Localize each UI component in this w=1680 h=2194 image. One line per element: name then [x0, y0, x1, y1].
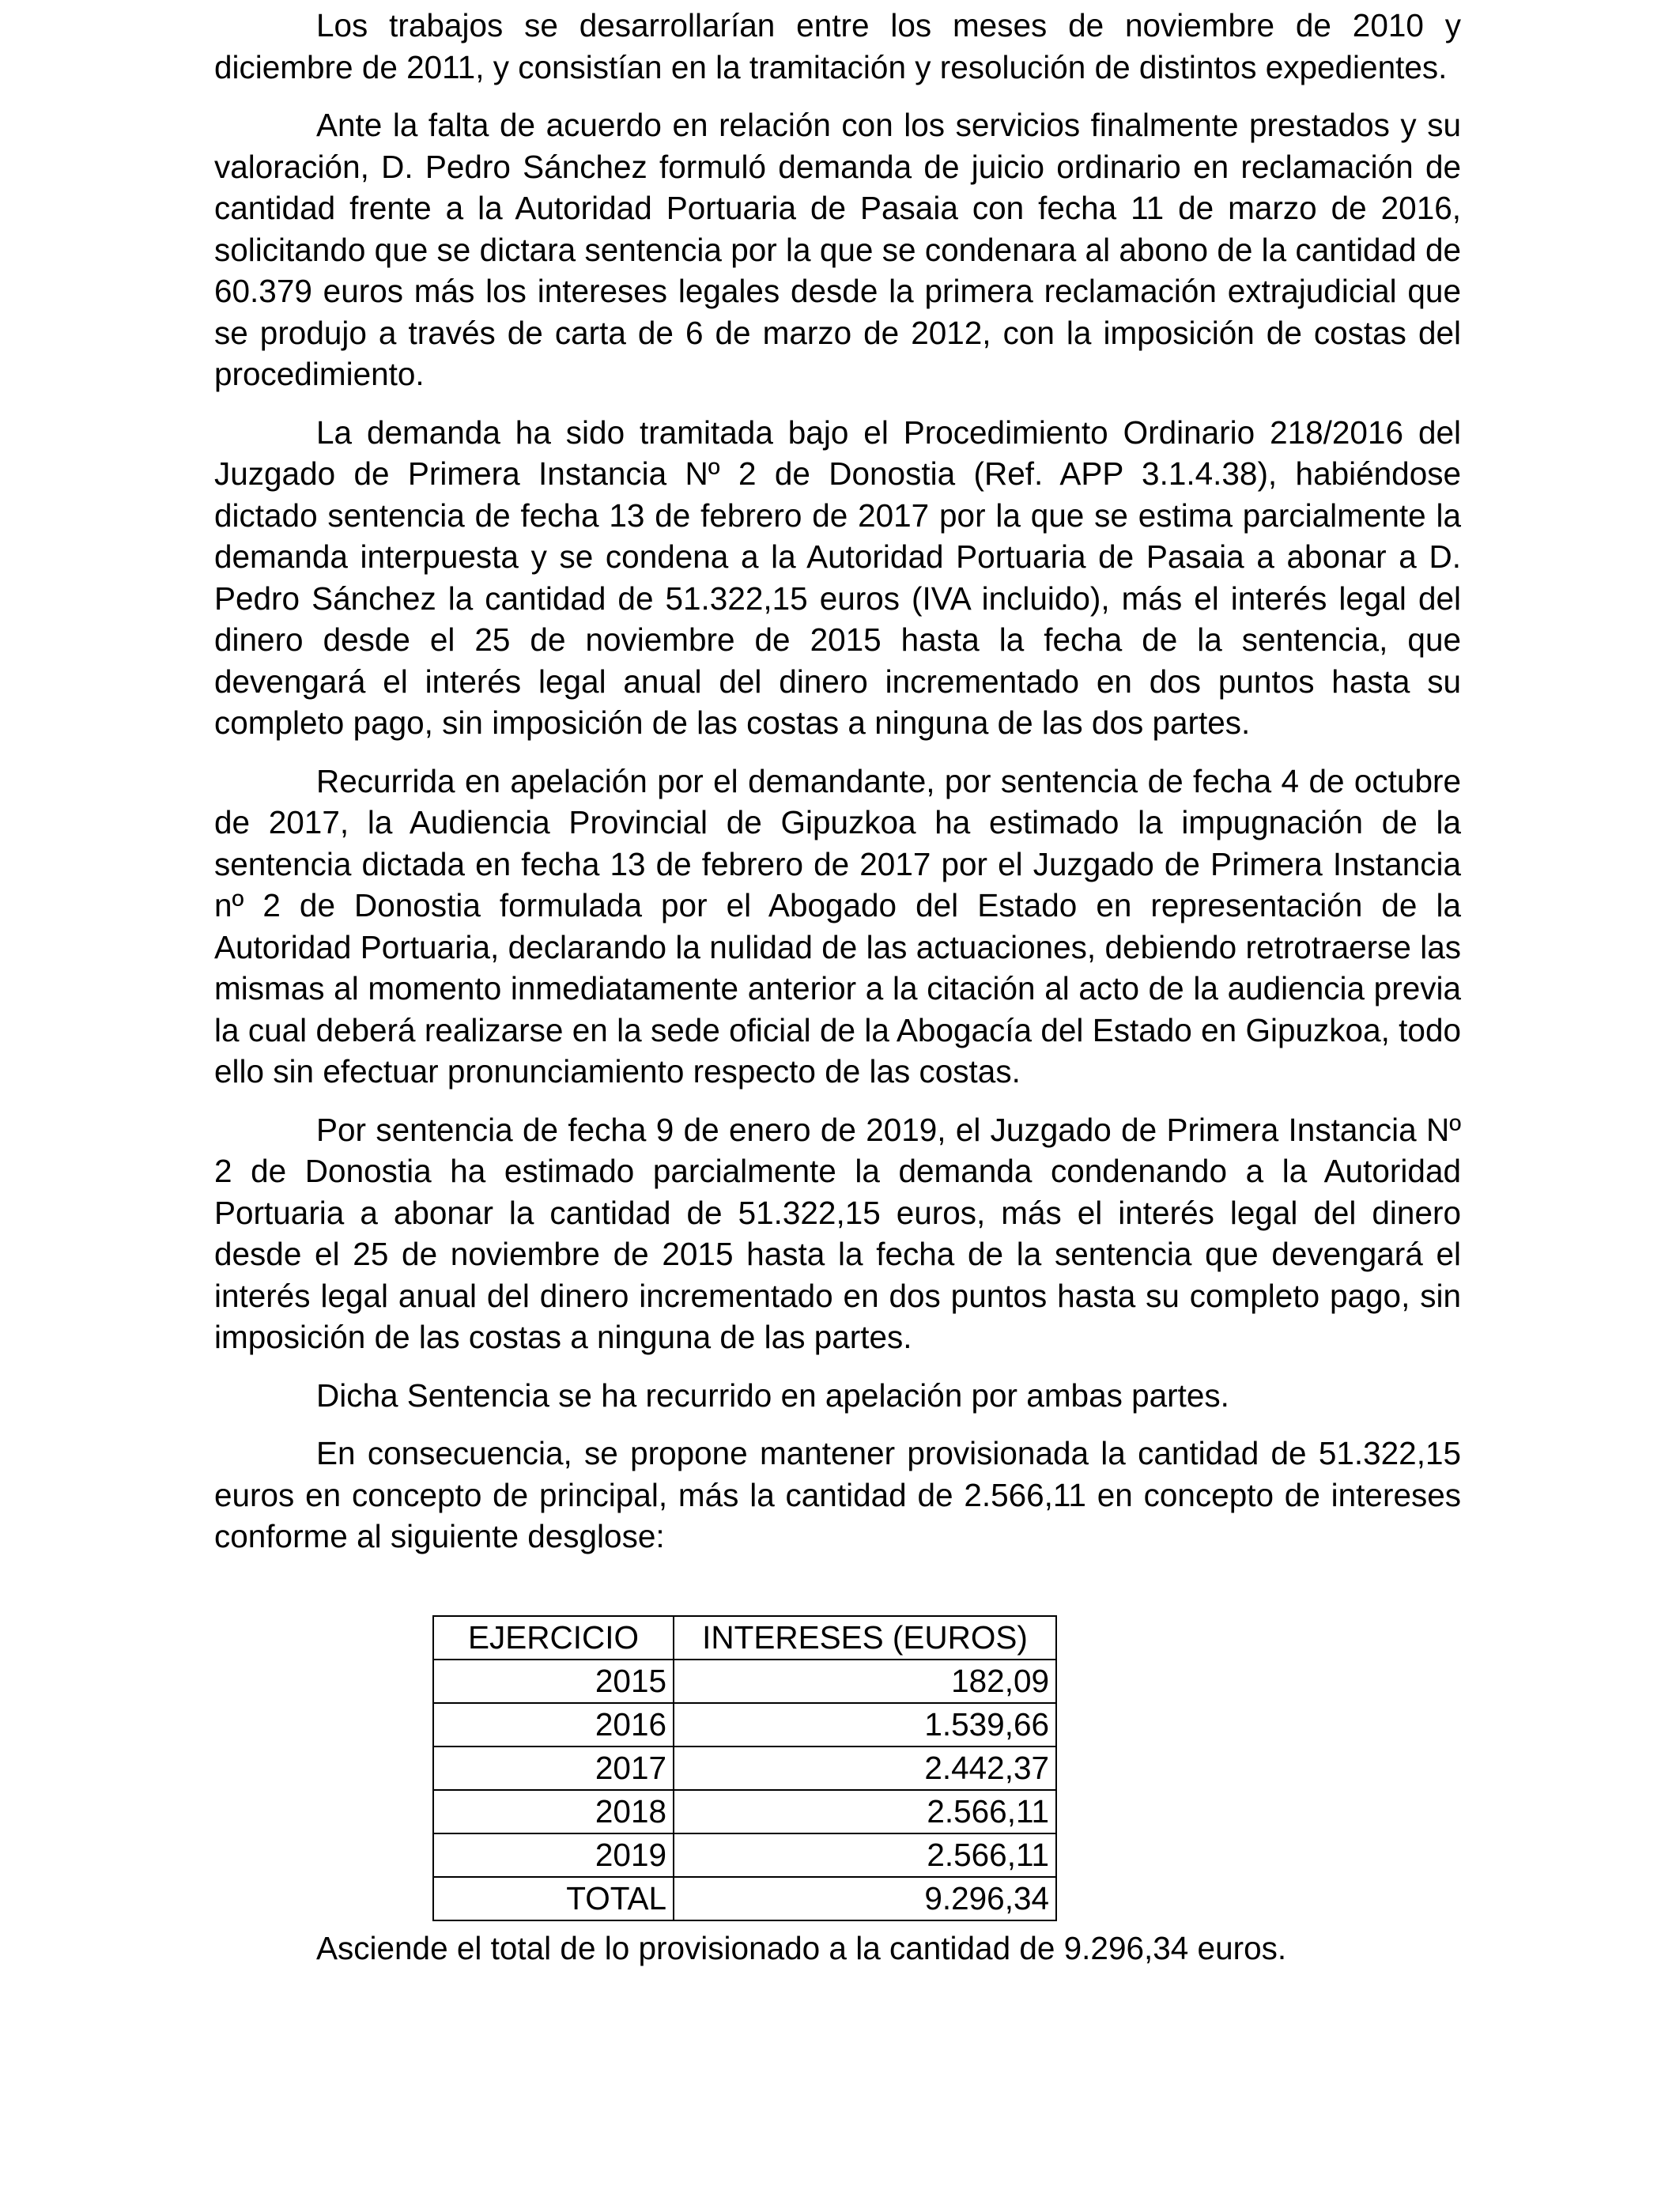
paragraph-recurso: Dicha Sentencia se ha recurrido en apelación por ambas partes.: [316, 1376, 1229, 1414]
table-row: [433, 1790, 1056, 1833]
cell-ejercicio: 2018: [433, 1790, 674, 1833]
paragraph-sentencia-2019: Por sentencia de fecha 9 de enero de 2019, el Juzgado de Primera Instancia Nº 2 de Donostia ha estimado parcialmente la demanda condenando a la Autoridad Portuaria a abonar la cantidad de 51.322,15 euros, más el interés legal del dinero desde el 25 de noviembre de 2015 hasta la fecha de la sentencia que devengará el interés legal anual del dinero incrementado en dos puntos hasta su completo pago, sin imposición de las costas a ninguna de las partes.: [214, 1111, 1461, 1355]
paragraph-trabajos: Los trabajos se desarrollarían entre los meses de noviembre de 2010 y diciembre de 2011, y consistían en la tramitación y resolución de distintos expedientes.: [214, 7, 1461, 85]
table-row: [433, 1747, 1056, 1790]
cell-total-value: 9.296,34: [674, 1877, 1056, 1920]
cell-ejercicio: 2019: [433, 1833, 674, 1877]
paragraph-procedimiento: La demanda ha sido tramitada bajo el Procedimiento Ordinario 218/2016 del Juzgado de Primera Instancia Nº 2 de Donostia (Ref. APP 3.1.4.38), habiéndose dictado sentencia de fecha 13 de febrero de 2017 por la que se estima parcialmente la demanda interpuesta y se condena a la Autoridad Portuaria de Pasaia a abonar a D. Pedro Sánchez la cantidad de 51.322,15 euros (IVA incluido), más el interés legal del dinero desde el 25 de noviembre de 2015 hasta la fecha de la sentencia, que devengará el interés legal anual del dinero incrementado en dos puntos hasta su completo pago, sin imposición de las costas a ninguna de las dos partes.: [214, 413, 1461, 741]
paragraph-apelacion: Recurrida en apelación por el demandante, por sentencia de fecha 4 de octubre de 2017, la Audiencia Provincial de Gipuzkoa ha estimado la impugnación de la sentencia dictada en fecha 13 de febrero de 2017 por el Juzgado de Primera Instancia nº 2 de Donostia formulada por el Abogado del Estado en representación de la Autoridad Portuaria, declarando la nulidad de las actuaciones, debiendo retrotraerse las mismas al momento inmediatamente anterior a la citación al acto de la audiencia previa la cual deberá realizarse en la sede oficial de la Abogacía del Estado en Gipuzkoa, todo ello sin efectuar pronunciamiento respecto de las costas.: [214, 762, 1461, 1089]
table-row: [433, 1833, 1056, 1877]
cell-ejercicio: 2017: [433, 1747, 674, 1790]
cell-total-label: TOTAL: [433, 1877, 674, 1920]
cell-intereses: 2.566,11: [674, 1833, 1056, 1877]
interest-table: [432, 1615, 1057, 1921]
table-row: [433, 1660, 1056, 1703]
column-header-ejercicio: EJERCICIO: [433, 1616, 674, 1660]
cell-intereses: 2.442,37: [674, 1747, 1056, 1790]
cell-intereses: 2.566,11: [674, 1790, 1056, 1833]
interest-table-wrapper: [432, 1615, 1461, 1921]
table-row: [433, 1703, 1056, 1747]
cell-intereses: 1.539,66: [674, 1703, 1056, 1747]
closing-sentence: Asciende el total de lo provisionado a la cantidad de 9.296,34 euros.: [316, 1929, 1287, 1966]
table-total-row: [433, 1877, 1056, 1920]
cell-ejercicio: 2015: [433, 1660, 674, 1703]
paragraph-consecuencia: En consecuencia, se propone mantener provisionada la cantidad de 51.322,15 euros en concepto de principal, más la cantidad de 2.566,11 en concepto de intereses conforme al siguiente desglose:: [214, 1435, 1461, 1554]
column-header-intereses: INTERESES (EUROS): [674, 1616, 1056, 1660]
cell-ejercicio: 2016: [433, 1703, 674, 1747]
cell-intereses: 182,09: [674, 1660, 1056, 1703]
table-header-row: [433, 1616, 1056, 1660]
document-page: [214, 5, 1461, 1969]
paragraph-demanda: Ante la falta de acuerdo en relación con los servicios finalmente prestados y su valoración, D. Pedro Sánchez formuló demanda de juicio ordinario en reclamación de cantidad frente a la Autoridad Portuaria de Pasaia con fecha 11 de marzo de 2016, solicitando que se dictara sentencia por la que se condenara al abono de la cantidad de 60.379 euros más los intereses legales desde la primera reclamación extrajudicial que se produjo a través de carta de 6 de marzo de 2012, con la imposición de costas del procedimiento.: [214, 107, 1461, 392]
